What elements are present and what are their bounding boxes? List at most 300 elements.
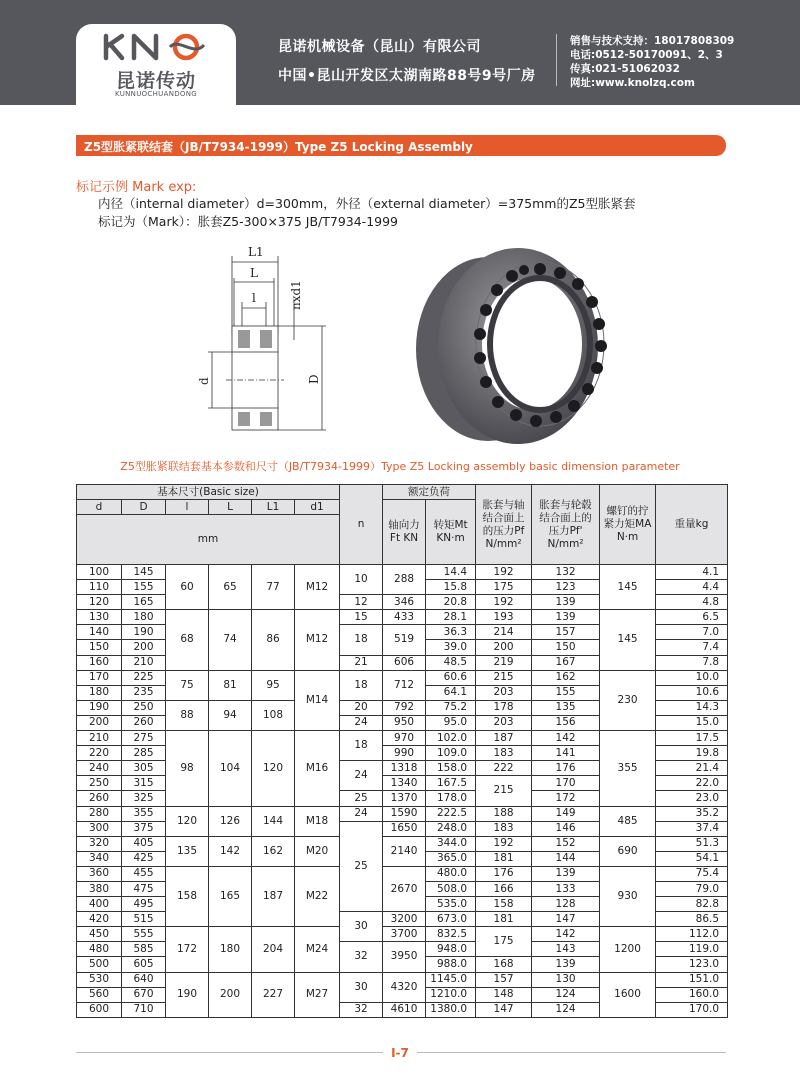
cell-mt: 365.0 xyxy=(426,851,476,866)
cell-pf: 214 xyxy=(476,625,532,640)
cell-weight: 79.0 xyxy=(656,881,728,896)
cell-pf: 178 xyxy=(476,700,532,715)
cell-ft: 346 xyxy=(383,595,426,610)
cell-d: 380 xyxy=(77,881,122,896)
cell-pf: 192 xyxy=(476,836,532,851)
cell-ft: 4610 xyxy=(383,1002,426,1017)
cell-d1: M16 xyxy=(295,731,340,806)
cell-d: 450 xyxy=(77,927,122,942)
cell-n: 18 xyxy=(340,731,383,761)
cell-pf: 148 xyxy=(476,987,532,1002)
cell-l: 68 xyxy=(166,610,209,670)
cell-mt: 1380.0 xyxy=(426,1002,476,1017)
cell-n: 10 xyxy=(340,565,383,595)
cell-pf2: 132 xyxy=(532,565,600,580)
cell-d: 280 xyxy=(77,806,122,821)
cell-L1: 227 xyxy=(252,972,295,1017)
cell-pf2: 135 xyxy=(532,700,600,715)
cell-ft: 4320 xyxy=(383,972,426,1002)
cell-pf2: 143 xyxy=(532,942,600,957)
cell-pf: 192 xyxy=(476,595,532,610)
cell-L: 81 xyxy=(209,670,252,700)
cell-weight: 86.5 xyxy=(656,912,728,927)
cell-D: 425 xyxy=(122,851,166,866)
cell-D: 515 xyxy=(122,912,166,927)
mark-example-line2: 标记为（Mark）：胀套Z5-300×375 JB/T7934-1999 xyxy=(98,214,399,229)
cell-pf: 176 xyxy=(476,866,532,881)
cell-mt: 109.0 xyxy=(426,746,476,761)
cell-D: 325 xyxy=(122,791,166,806)
cell-l: 190 xyxy=(166,972,209,1017)
cell-weight: 14.3 xyxy=(656,700,728,715)
cell-d1: M14 xyxy=(295,670,340,730)
cell-pf: 215 xyxy=(476,776,532,806)
cell-d: 240 xyxy=(77,761,122,776)
cell-l: 172 xyxy=(166,927,209,972)
cell-weight: 22.0 xyxy=(656,776,728,791)
cell-n: 30 xyxy=(340,912,383,942)
cell-mt: 60.6 xyxy=(426,670,476,685)
cell-pf2: 123 xyxy=(532,580,600,595)
cell-pf2: 170 xyxy=(532,776,600,791)
cell-pf: 187 xyxy=(476,731,532,746)
cell-L: 65 xyxy=(209,565,252,610)
cell-pf2: 152 xyxy=(532,836,600,851)
cell-D: 250 xyxy=(122,700,166,715)
cell-d: 150 xyxy=(77,640,122,655)
cell-ft: 3950 xyxy=(383,942,426,972)
cell-pf2: 167 xyxy=(532,655,600,670)
cell-n: 15 xyxy=(340,610,383,625)
contact-sales: 销售与技术支持：18017808309 xyxy=(570,35,735,47)
cell-pf2: 124 xyxy=(532,1002,600,1017)
table-row xyxy=(77,836,728,851)
cell-D: 155 xyxy=(122,580,166,595)
cell-l: 158 xyxy=(166,866,209,926)
cell-d: 180 xyxy=(77,685,122,700)
table-row xyxy=(77,866,728,881)
table-row xyxy=(77,670,728,685)
cell-d1: M22 xyxy=(295,866,340,926)
cell-pf2: 162 xyxy=(532,670,600,685)
cell-pf: 215 xyxy=(476,670,532,685)
cell-pf: 166 xyxy=(476,881,532,896)
cell-pf: 157 xyxy=(476,972,532,987)
cell-D: 605 xyxy=(122,957,166,972)
cell-ft: 990 xyxy=(383,746,426,761)
cell-D: 200 xyxy=(122,640,166,655)
cell-D: 235 xyxy=(122,685,166,700)
cell-ft: 1650 xyxy=(383,821,426,836)
cell-pf: 203 xyxy=(476,715,532,730)
cell-ft: 3200 xyxy=(383,912,426,927)
table-row xyxy=(77,565,728,580)
mark-example-label: 标记示例 Mark exp: xyxy=(76,180,197,195)
cell-L: 165 xyxy=(209,866,252,926)
cell-n: 32 xyxy=(340,1002,383,1017)
header-ft: 轴向力 Ft KN xyxy=(383,500,426,565)
cell-pf2: 133 xyxy=(532,881,600,896)
cell-pf: 175 xyxy=(476,580,532,595)
cell-mt: 102.0 xyxy=(426,731,476,746)
cell-d1: M12 xyxy=(295,610,340,670)
cell-mt: 535.0 xyxy=(426,897,476,912)
cell-weight: 160.0 xyxy=(656,987,728,1002)
cell-L1: 204 xyxy=(252,927,295,972)
contact-website: 网址:www.knolzq.com xyxy=(570,77,695,89)
cell-mt: 480.0 xyxy=(426,866,476,881)
cell-pf2: 146 xyxy=(532,821,600,836)
cell-D: 305 xyxy=(122,761,166,776)
cell-weight: 21.4 xyxy=(656,761,728,776)
cell-ft: 433 xyxy=(383,610,426,625)
cell-pf2: 144 xyxy=(532,851,600,866)
dimension-table xyxy=(76,484,728,1018)
cell-d: 360 xyxy=(77,866,122,881)
cell-ma: 145 xyxy=(600,565,656,610)
cell-weight: 82.8 xyxy=(656,897,728,912)
cell-n: 18 xyxy=(340,625,383,655)
cell-pf2: 139 xyxy=(532,957,600,972)
cell-d: 400 xyxy=(77,897,122,912)
cell-ft: 1590 xyxy=(383,806,426,821)
cell-d1: M24 xyxy=(295,927,340,972)
cell-pf2: 139 xyxy=(532,610,600,625)
cell-n: 24 xyxy=(340,806,383,821)
cell-L: 74 xyxy=(209,610,252,670)
cell-l: 120 xyxy=(166,806,209,836)
cell-pf2: 142 xyxy=(532,731,600,746)
cell-D: 640 xyxy=(122,972,166,987)
cell-weight: 7.0 xyxy=(656,625,728,640)
cell-weight: 54.1 xyxy=(656,851,728,866)
cell-L1: 77 xyxy=(252,565,295,610)
cell-l: 88 xyxy=(166,700,209,730)
cell-d: 530 xyxy=(77,972,122,987)
cell-pf: 175 xyxy=(476,927,532,957)
cell-mt: 673.0 xyxy=(426,912,476,927)
cell-mt: 832.5 xyxy=(426,927,476,942)
cell-pf: 193 xyxy=(476,610,532,625)
cell-l: 135 xyxy=(166,836,209,866)
cell-ma: 230 xyxy=(600,670,656,730)
cell-weight: 10.6 xyxy=(656,685,728,700)
cell-mt: 20.8 xyxy=(426,595,476,610)
cell-D: 375 xyxy=(122,821,166,836)
cell-n: 24 xyxy=(340,715,383,730)
cell-weight: 123.0 xyxy=(656,957,728,972)
section-title-bar xyxy=(76,135,726,156)
cell-d: 140 xyxy=(77,625,122,640)
cell-ma: 355 xyxy=(600,731,656,806)
cell-D: 455 xyxy=(122,866,166,881)
cell-pf: 147 xyxy=(476,1002,532,1017)
cell-n: 25 xyxy=(340,821,383,912)
cell-pf2: 141 xyxy=(532,746,600,761)
cell-D: 495 xyxy=(122,897,166,912)
cell-mt: 28.1 xyxy=(426,610,476,625)
cell-l: 60 xyxy=(166,565,209,610)
cell-D: 315 xyxy=(122,776,166,791)
cell-d: 160 xyxy=(77,655,122,670)
cell-D: 260 xyxy=(122,715,166,730)
cell-ma: 930 xyxy=(600,866,656,926)
cell-d: 220 xyxy=(77,746,122,761)
header-divider xyxy=(556,34,557,86)
cell-L1: 86 xyxy=(252,610,295,670)
cell-d: 130 xyxy=(77,610,122,625)
logo xyxy=(76,24,236,105)
cell-d: 600 xyxy=(77,1002,122,1017)
table-row xyxy=(77,806,728,821)
cell-pf: 181 xyxy=(476,912,532,927)
cell-mt: 39.0 xyxy=(426,640,476,655)
header-mt: 转矩Mt KN·m xyxy=(426,500,476,565)
cell-D: 165 xyxy=(122,595,166,610)
cell-ft: 2140 xyxy=(383,836,426,866)
mark-example-line1: 内径（internal diameter）d=300mm，外径（external diameter）=375mm的Z5型胀紧套 xyxy=(98,196,636,211)
header-d1: d1 xyxy=(295,500,340,515)
locking-assembly-photo xyxy=(400,234,620,454)
cell-d: 500 xyxy=(77,957,122,972)
header-weight: 重量kg xyxy=(656,485,728,565)
cell-mt: 222.5 xyxy=(426,806,476,821)
cell-pf2: 142 xyxy=(532,927,600,942)
cell-mt: 48.5 xyxy=(426,655,476,670)
cell-pf: 192 xyxy=(476,565,532,580)
cell-mt: 167.5 xyxy=(426,776,476,791)
header-L1: L1 xyxy=(252,500,295,515)
cell-d: 120 xyxy=(77,595,122,610)
cell-weight: 23.0 xyxy=(656,791,728,806)
cell-L1: 108 xyxy=(252,700,295,730)
contact-fax: 传真:021-51062032 xyxy=(570,63,680,75)
cell-L: 142 xyxy=(209,836,252,866)
cell-mt: 14.4 xyxy=(426,565,476,580)
cell-d1: M18 xyxy=(295,806,340,836)
cell-pf: 219 xyxy=(476,655,532,670)
cell-L1: 162 xyxy=(252,836,295,866)
cell-weight: 151.0 xyxy=(656,972,728,987)
cell-weight: 19.8 xyxy=(656,746,728,761)
cell-mt: 36.3 xyxy=(426,625,476,640)
cell-pf2: 155 xyxy=(532,685,600,700)
table-row xyxy=(77,731,728,746)
cell-pf: 222 xyxy=(476,761,532,776)
cell-d: 110 xyxy=(77,580,122,595)
cell-D: 275 xyxy=(122,731,166,746)
cell-D: 585 xyxy=(122,942,166,957)
cell-ft: 288 xyxy=(383,565,426,595)
cell-n: 32 xyxy=(340,942,383,972)
cell-pf2: 172 xyxy=(532,791,600,806)
cell-ma: 485 xyxy=(600,806,656,836)
cell-pf: 168 xyxy=(476,957,532,972)
label-l: l xyxy=(252,291,256,305)
cell-n: 20 xyxy=(340,700,383,715)
cell-weight: 7.4 xyxy=(656,640,728,655)
cell-d: 260 xyxy=(77,791,122,806)
cell-ft: 3700 xyxy=(383,927,426,942)
cell-l: 98 xyxy=(166,731,209,806)
header-mm: mm xyxy=(77,515,340,565)
cell-pf2: 150 xyxy=(532,640,600,655)
cell-L: 104 xyxy=(209,731,252,806)
cell-mt: 64.1 xyxy=(426,685,476,700)
cell-L1: 144 xyxy=(252,806,295,836)
cell-d: 320 xyxy=(77,836,122,851)
label-D: D xyxy=(307,374,321,384)
cell-d: 190 xyxy=(77,700,122,715)
cell-L: 200 xyxy=(209,972,252,1017)
table-row xyxy=(77,972,728,987)
cell-ft: 950 xyxy=(383,715,426,730)
cell-pf: 183 xyxy=(476,746,532,761)
cell-weight: 119.0 xyxy=(656,942,728,957)
cell-mt: 248.0 xyxy=(426,821,476,836)
cell-d: 480 xyxy=(77,942,122,957)
cell-D: 285 xyxy=(122,746,166,761)
cell-weight: 170.0 xyxy=(656,1002,728,1017)
company-address: 中国•昆山开发区太湖南路88号9号厂房 xyxy=(278,68,536,84)
cell-pf: 183 xyxy=(476,821,532,836)
cell-ft: 1370 xyxy=(383,791,426,806)
kno-logo-mark xyxy=(100,32,212,62)
cell-D: 670 xyxy=(122,987,166,1002)
header-l: l xyxy=(166,500,209,515)
cell-ft: 1318 xyxy=(383,761,426,776)
cell-L1: 120 xyxy=(252,731,295,806)
cell-d: 210 xyxy=(77,731,122,746)
cell-pf2: 139 xyxy=(532,595,600,610)
page-number: I-7 xyxy=(383,1046,417,1060)
label-L: L xyxy=(250,266,258,280)
cell-mt: 988.0 xyxy=(426,957,476,972)
cell-ft: 1340 xyxy=(383,776,426,791)
cell-pf: 158 xyxy=(476,897,532,912)
cell-ma: 145 xyxy=(600,610,656,670)
cell-pf: 200 xyxy=(476,640,532,655)
cell-d1: M20 xyxy=(295,836,340,866)
cell-mt: 1145.0 xyxy=(426,972,476,987)
cell-d: 200 xyxy=(77,715,122,730)
cell-pf2: 130 xyxy=(532,972,600,987)
cell-d: 420 xyxy=(77,912,122,927)
header-ma: 螺钉的拧紧力矩MA N·m xyxy=(600,485,656,565)
cell-D: 405 xyxy=(122,836,166,851)
page-header xyxy=(0,0,800,105)
header-rated-load: 额定负荷 xyxy=(383,485,476,500)
cell-weight: 4.8 xyxy=(656,595,728,610)
page-number-wrap xyxy=(0,1046,800,1060)
cell-pf: 203 xyxy=(476,685,532,700)
cell-mt: 15.8 xyxy=(426,580,476,595)
label-L1: L1 xyxy=(248,245,264,259)
cell-ft: 970 xyxy=(383,731,426,746)
cell-pf2: 139 xyxy=(532,866,600,881)
cell-n: 25 xyxy=(340,791,383,806)
cell-D: 355 xyxy=(122,806,166,821)
cell-L: 180 xyxy=(209,927,252,972)
cell-L1: 187 xyxy=(252,866,295,926)
cell-mt: 158.0 xyxy=(426,761,476,776)
table-caption: Z5型胀紧联结套基本参数和尺寸（JB/T7934-1999）Type Z5 Locking assembly basic dimension parameter xyxy=(120,460,680,473)
cell-pf2: 157 xyxy=(532,625,600,640)
contact-phone: 电话:0512-50170091、2、3 xyxy=(570,49,723,61)
header-basic-size: 基本尺寸(Basic size) xyxy=(77,485,340,500)
cell-ft: 606 xyxy=(383,655,426,670)
cell-ft: 2670 xyxy=(383,866,426,911)
cell-pf2: 124 xyxy=(532,987,600,1002)
cell-weight: 6.5 xyxy=(656,610,728,625)
cell-mt: 1210.0 xyxy=(426,987,476,1002)
cell-mt: 508.0 xyxy=(426,881,476,896)
cell-mt: 948.0 xyxy=(426,942,476,957)
cell-mt: 95.0 xyxy=(426,715,476,730)
cell-ma: 1600 xyxy=(600,972,656,1017)
cell-d1: M12 xyxy=(295,565,340,610)
cross-section-drawing xyxy=(190,240,340,440)
table-row xyxy=(77,927,728,942)
cell-n: 30 xyxy=(340,972,383,1002)
cell-pf2: 128 xyxy=(532,897,600,912)
cell-D: 190 xyxy=(122,625,166,640)
cell-ft: 712 xyxy=(383,670,426,700)
cell-weight: 35.2 xyxy=(656,806,728,821)
company-name: 昆诺机械设备（昆山）有限公司 xyxy=(278,39,481,55)
cell-ma: 690 xyxy=(600,836,656,866)
cell-weight: 112.0 xyxy=(656,927,728,942)
cell-weight: 7.8 xyxy=(656,655,728,670)
label-d: d xyxy=(197,377,211,385)
cell-l: 75 xyxy=(166,670,209,700)
cell-n: 24 xyxy=(340,761,383,791)
cell-weight: 10.0 xyxy=(656,670,728,685)
cell-d: 250 xyxy=(77,776,122,791)
cell-n: 21 xyxy=(340,655,383,670)
cell-ft: 519 xyxy=(383,625,426,655)
cell-n: 18 xyxy=(340,670,383,700)
logo-english-name: KUNNUOCHUANDONG xyxy=(115,90,197,98)
cell-pf2: 147 xyxy=(532,912,600,927)
cell-d: 300 xyxy=(77,821,122,836)
cell-L1: 95 xyxy=(252,670,295,700)
cell-pf2: 176 xyxy=(532,761,600,776)
cell-D: 210 xyxy=(122,655,166,670)
cell-mt: 75.2 xyxy=(426,700,476,715)
cell-D: 555 xyxy=(122,927,166,942)
cell-pf: 188 xyxy=(476,806,532,821)
cell-D: 180 xyxy=(122,610,166,625)
cell-d: 170 xyxy=(77,670,122,685)
header-D: D xyxy=(122,500,166,515)
cell-mt: 178.0 xyxy=(426,791,476,806)
cell-L: 94 xyxy=(209,700,252,730)
cell-weight: 15.0 xyxy=(656,715,728,730)
cell-pf2: 156 xyxy=(532,715,600,730)
section-title: Z5型胀紧联结套（JB/T7934-1999）Type Z5 Locking Assembly xyxy=(84,140,473,154)
header-pf: 胀套与轴结合面上的压力Pf N/mm² xyxy=(476,485,532,565)
cell-L: 126 xyxy=(209,806,252,836)
cell-ma: 1200 xyxy=(600,927,656,972)
logo-chinese-name: 昆诺传动 xyxy=(115,70,196,92)
cell-weight: 37.4 xyxy=(656,821,728,836)
cell-weight: 4.1 xyxy=(656,565,728,580)
cell-d: 100 xyxy=(77,565,122,580)
header-pf2: 胀套与轮毂结合面上的压力Pf' N/mm² xyxy=(532,485,600,565)
cell-n: 12 xyxy=(340,595,383,610)
table-body xyxy=(77,565,728,1018)
